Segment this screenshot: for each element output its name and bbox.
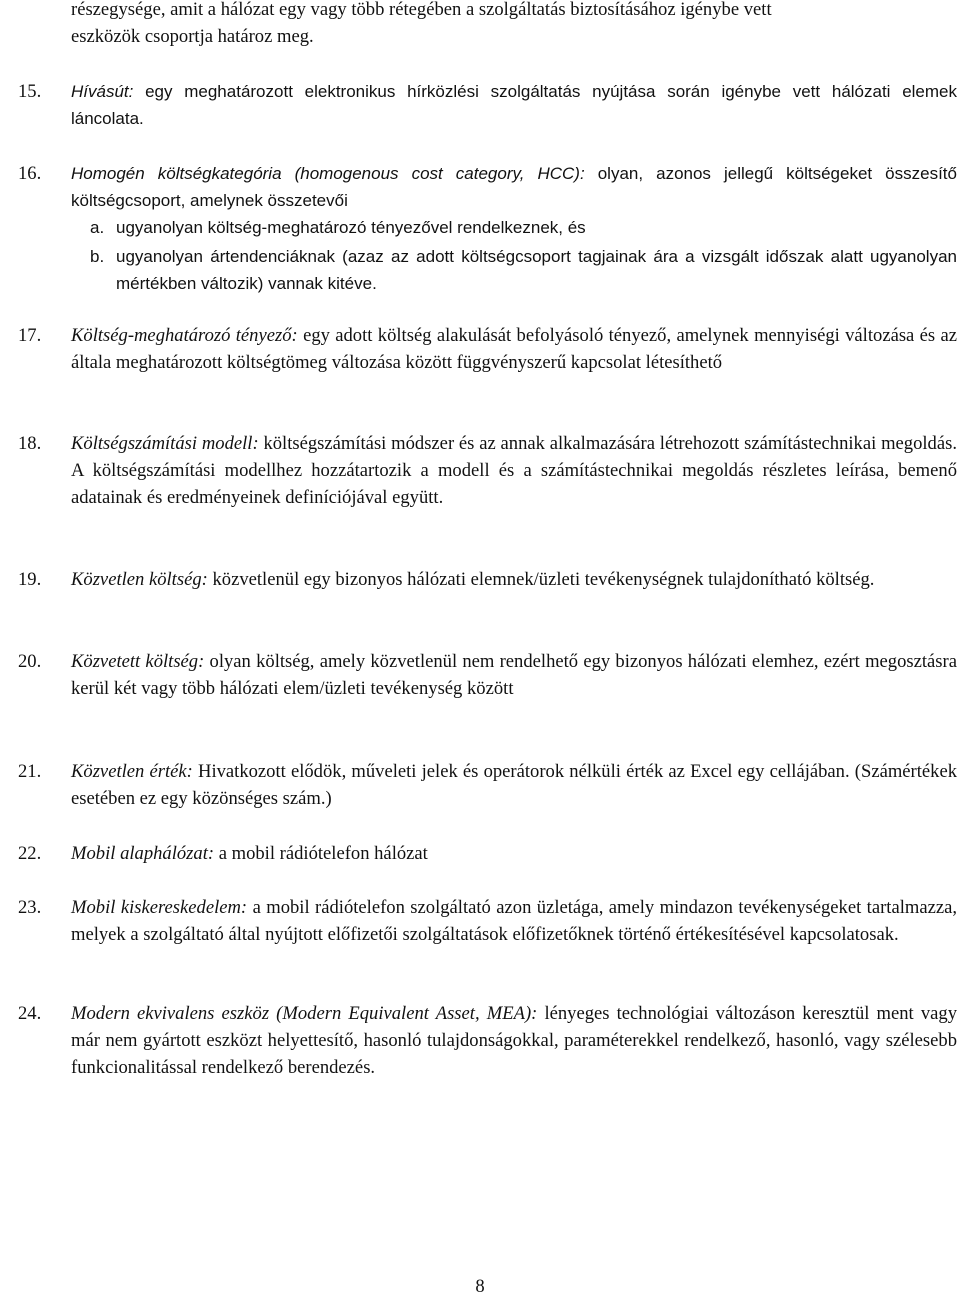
item-number: 18. xyxy=(18,433,42,454)
definition-item-24 xyxy=(71,1000,957,1081)
definition-item-23 xyxy=(71,894,957,948)
definition-item-19 xyxy=(71,566,957,593)
definition-term: Modern ekvivalens eszköz (Modern Equivalent Asset, MEA): xyxy=(71,1003,538,1024)
definition-text: olyan, azonos jellegű költségeket összesítő költségcsoport, amelynek összetevői xyxy=(71,164,957,210)
definition-term: Homogén költségkategória (homogenous cost category, HCC): xyxy=(71,164,585,183)
definition-item-18 xyxy=(71,430,957,511)
definition-term: Közvetlen költség: xyxy=(71,569,208,590)
page-number: 8 xyxy=(475,1276,485,1297)
item-number: 22. xyxy=(18,843,42,864)
intro-paragraph xyxy=(71,0,957,50)
item-number: 16. xyxy=(18,163,42,184)
definition-item-15 xyxy=(71,78,957,132)
definition-item-17 xyxy=(71,322,957,376)
definition-term: Mobil kiskereskedelem: xyxy=(71,897,248,918)
definition-item-20 xyxy=(71,648,957,702)
definition-text: költségszámítási módszer és az annak alkalmazására létrehozott számítástechnikai megoldás. A költségszámítási modellhez hozzátartozik a modell és a számítástechnikai megoldás részletes leírása, bemenő adatainak és eredményeinek definíciójával együtt. xyxy=(71,433,957,508)
definition-item-22 xyxy=(71,840,957,867)
definition-term: Hívásút: xyxy=(71,82,134,101)
definition-term: Költség-meghatározó tényező: xyxy=(71,325,298,346)
definition-text: lényeges technológiai változáson keresztül ment vagy már nem gyártott eszközt helyettesítő, hasonló tulajdonságokkal, paraméterekkel rendelkező, hasonló, vagy szélesebb funkcionalitással rendelkező berendezés. xyxy=(71,1003,957,1078)
definition-term: Közvetlen érték: xyxy=(71,761,193,782)
item-number: 21. xyxy=(18,761,42,782)
subitem-label: a. xyxy=(90,218,105,237)
subitem-text: ugyanolyan ártendenciáknak (azaz az adott költségcsoport tagjainak ára a vizsgált időszak alatt ugyanolyan mértékben változik) vannak kitéve. xyxy=(116,247,957,293)
item-number: 19. xyxy=(18,569,42,590)
subitem-text: ugyanolyan költség-meghatározó tényezővel rendelkeznek, és xyxy=(116,218,586,237)
intro-line-2: eszközök csoportja határoz meg. xyxy=(71,26,314,47)
definition-text: a mobil rádiótelefon hálózat xyxy=(214,843,428,864)
definition-text: olyan költség, amely közvetlenül nem rendelhető egy bizonyos hálózati elemhez, ezért megosztásra kerül két vagy több hálózati elem/üzleti tevékenység között xyxy=(71,651,957,699)
definition-term: Mobil alaphálózat: xyxy=(71,843,215,864)
item-number: 23. xyxy=(18,897,42,918)
intro-line-1: részegysége, amit a hálózat egy vagy több rétegében a szolgáltatás biztosításához igénybe vett xyxy=(71,0,772,20)
item-number: 17. xyxy=(18,325,42,346)
definition-term: Közvetett költség: xyxy=(71,651,205,672)
definition-item-16 xyxy=(71,160,957,214)
definition-text: közvetlenül egy bizonyos hálózati elemnek/üzleti tevékenységnek tulajdonítható költség. xyxy=(207,569,875,590)
item-number: 20. xyxy=(18,651,42,672)
definition-text: a mobil rádiótelefon szolgáltató azon üzletága, amely mindazon tevékenységeket tartalmazza, melyek a szolgáltató által nyújtott előfizetői szolgáltatások előfizetőknek történő értékesítésével kapcsolatosak. xyxy=(71,897,958,945)
definition-term: Költségszámítási modell: xyxy=(71,433,259,454)
definition-text: Hivatkozott elődök, műveleti jelek és operátorok nélküli érték az Excel egy cellájában. (Számértékek esetében ez egy közönséges szám.) xyxy=(71,761,957,809)
definition-item-21 xyxy=(71,758,957,812)
item-number: 15. xyxy=(18,81,42,102)
subitem-label: b. xyxy=(90,247,105,266)
definition-text: egy meghatározott elektronikus hírközlési szolgáltatás nyújtása során igénybe vett hálózati elemek láncolata. xyxy=(71,82,957,128)
item-number: 24. xyxy=(18,1003,42,1024)
definition-text: egy adott költség alakulását befolyásoló tényező, amelynek mennyiségi változása és az általa meghatározott költségtömeg változása között függvényszerű kapcsolat létesíthető xyxy=(71,325,957,373)
